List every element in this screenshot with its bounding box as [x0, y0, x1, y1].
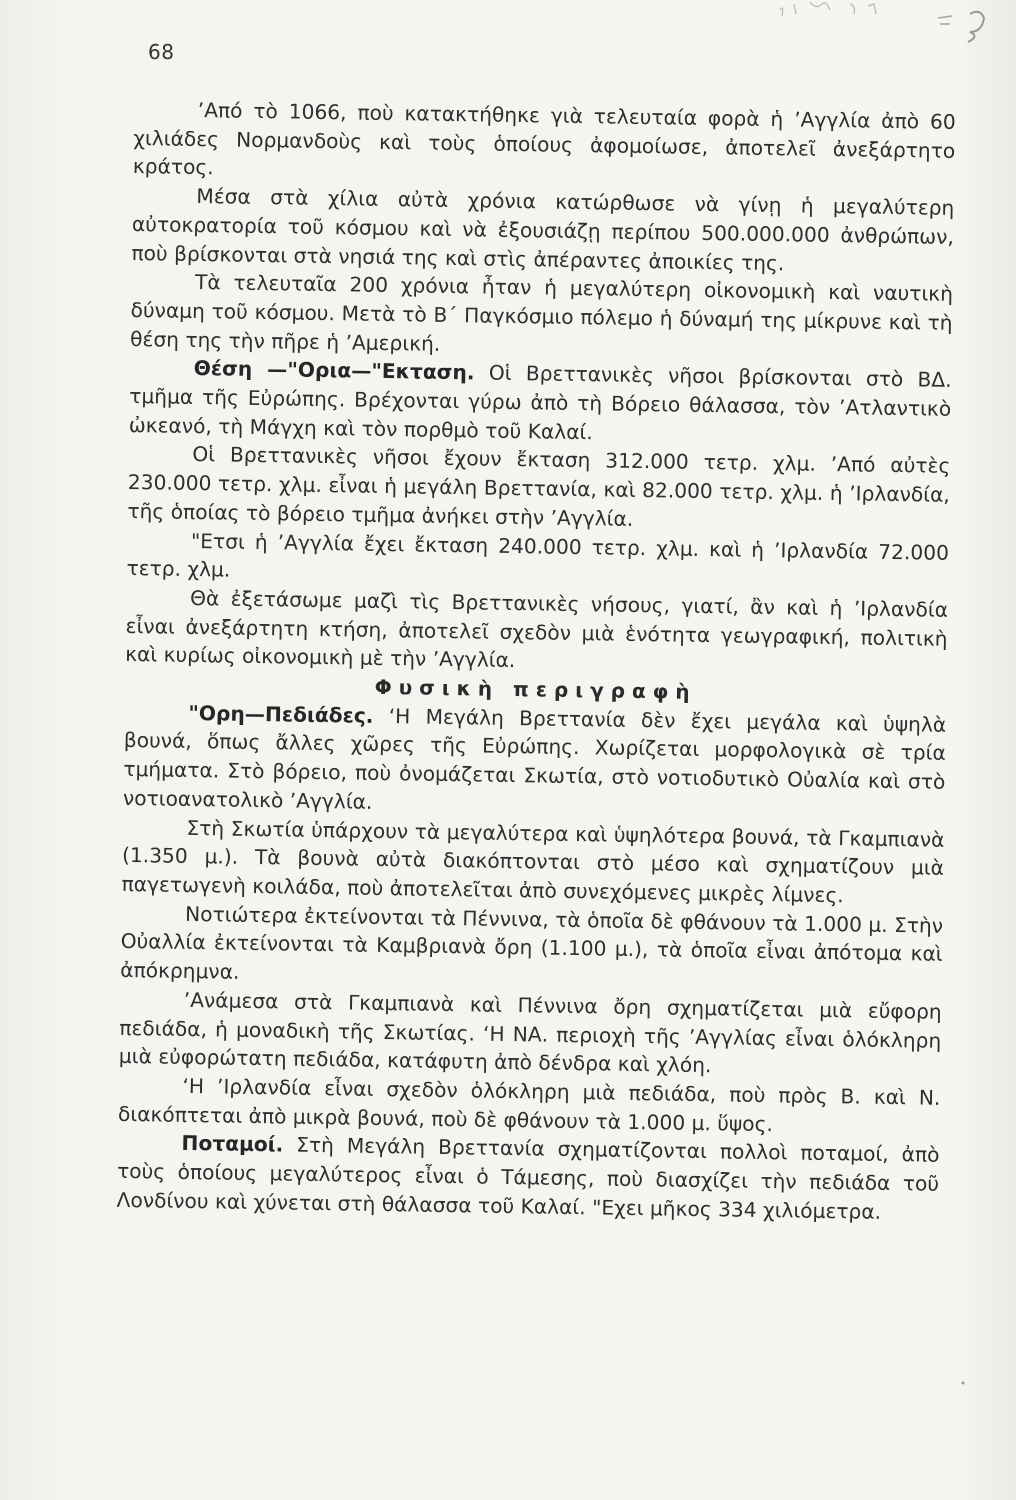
- section-title: Φυσικὴ περιγραφὴ: [374, 674, 697, 704]
- paragraph-area: Οἱ Βρεττανικὲς νῆσοι ἔχουν ἔκταση 312.000 τετρ. χλμ. ’Από αὐτὲς 230.000 τετρ. χλμ. εἶναι ἡ μεγάλη Βρεττανία, καὶ 82.000 τετρ. χλμ. ἡ ’Ιρλανδία, τῆς ὁποίας τὸ βόρειο τμῆμα ἀνήκει στὴν ’Αγγλία.: [127, 442, 951, 531]
- paragraph-plains: ’Ανάμεσα στὰ Γκαμπιανὰ καὶ Πέννινα ὄρη σχηματίζεται μιὰ εὔφορη πεδιάδα, ἡ μοναδικὴ τῆς Σκωτίας. ‘Η ΝΑ. περιοχὴ τῆς ’Αγγλίας εἶναι ὁλόκληρη μιὰ εὐφορώτατη πεδιάδα, κατάφυτη ἀπὸ δένδρα καὶ χλόη.: [118, 987, 942, 1078]
- paragraph-pennines: Νοτιώτερα ἐκτείνονται τὰ Πέννινα, τὰ ὁποῖα δὲ φθάνουν τὰ 1.000 μ. Στὴν Οὐαλλία ἐκτείνονται τὰ Καμβριανὰ ὄρη (1.100 μ.), τὰ ὁποῖα εἶναι ἀπότομα καὶ ἀπόκρημνα.: [120, 901, 944, 984]
- paragraph-position: [129, 353, 952, 452]
- paragraph-mountains: [123, 698, 947, 826]
- paragraph-unity: Θὰ ἐξετάσωμε μαζὶ τὶς Βρεττανικὲς νήσους, γιατί, ἂν καὶ ἡ ’Ιρλανδία εἶναι ἀνεξάρτητη κτήση, ἀποτελεῖ σχεδὸν μιὰ ἑνότητα γεωγραφική, πολιτικὴ καὶ κυρίως οἰκονομικὴ μὲ τὴν ’Αγγλία.: [125, 585, 949, 673]
- ink-dot: [960, 1380, 966, 1386]
- position-text: Οἱ Βρεττανικὲς νῆσοι βρίσκονται στὸ ΒΔ. τμῆμα τῆς Εὐρώπης. Βρέχονται γύρω ἀπὸ τὴ Βόρειο θάλασσα, τὸν ’Ατλαντικὸ ὠκεανό, τὴ Μάγχη καὶ τὸν πορθμὸ τοῦ Καλαί.: [128, 360, 952, 444]
- paragraph-ireland: ‘Η ’Ιρλανδία εἶναι σχεδὸν ὁλόκληρη μιὰ πεδιάδα, ποὺ πρὸς Β. καὶ Ν. διακόπτεται ἀπὸ μικρὰ βουνά, ποὺ δὲ φθάνουν τὰ 1.000 μ. ὕψος.: [117, 1073, 941, 1136]
- paragraph-scotland: Στὴ Σκωτία ὑπάρχουν τὰ μεγαλύτερα καὶ ὑψηλότερα βουνά, τὰ Γκαμπιανὰ (1.350 μ.). Τὰ βουνὰ αὐτὰ διακόπτονται στὸ μέσο καὶ σχηματίζουν μιὰ παγετωγενὴ κοιλάδα, ποὺ ἀποτελεῖται ἀπὸ συνεχόμενες μικρὲς λίμνες.: [121, 815, 945, 908]
- rivers-text: Στὴ Μεγάλη Βρεττανία σχηματίζονται πολλοὶ ποταμοί, ἀπὸ τοὺς ὁποίους μεγαλύτερος εἶναι ὁ Τάμεσης, ποὺ διασχίζει τὴν πεδιάδα τοῦ Λονδίνου καὶ χύνεται στὴ θάλασσα τοῦ Καλαί. "Εχει μῆκος 334 χιλιόμετρα.: [116, 1132, 940, 1224]
- mountains-heading: "Ορη—Πεδιάδες.: [188, 700, 374, 728]
- paragraph-empire: Μέσα στὰ χίλια αὐτὰ χρόνια κατώρθωσε νὰ γίνῃ ἡ μεγαλύτερη αὐτοκρατορία τοῦ κόσμου καὶ νὰ ἐξουσιάζῃ περίπου 500.000.000 ἀνθρώπων, ποὺ βρίσκονται στὰ νησιά της καὶ στὶς ἀπέραντες ἀποικίες της.: [131, 184, 955, 275]
- handwritten-annotation: [770, 0, 1010, 50]
- position-heading: Θέση —"Ορια—"Εκταση.: [193, 356, 475, 385]
- page-number: 68: [148, 40, 175, 64]
- rivers-heading: Ποταμοί.: [181, 1131, 284, 1157]
- mountains-text: ‘Η Μεγάλη Βρεττανία δὲν ἔχει μεγάλα καὶ ὑψηλὰ βουνά, ὅπως ἄλλες χῶρες τῆς Εὐρώπης. Χωρίζεται μορφολογικὰ σὲ τρία τμήματα. Στὸ βόρειο, ποὺ ὀνομάζεται Σκωτία, στὸ νοτιοδυτικὸ Οὐαλία καὶ στὸ νοτιοανατολικὸ ’Αγγλία.: [122, 703, 947, 814]
- paragraph-naval-power: Τὰ τελευταῖα 200 χρόνια ἦταν ἡ μεγαλύτερη οἰκονομικὴ καὶ ναυτικὴ δύναμη τοῦ κόσμου. Μετὰ τὸ Β΄ Παγκόσμιο πόλεμο ἡ δύναμή της μίκρυνε καὶ τὴ θέση της τὴν πῆρε ἡ ’Αμερική.: [129, 270, 954, 356]
- paragraph-england-area: "Ετσι ἡ ’Αγγλία ἔχει ἔκταση 240.000 τετρ. χλμ. καὶ ἡ ’Ιρλανδία 72.000 τετρ. χλμ.: [126, 528, 950, 582]
- paragraph-history: ’Από τὸ 1066, ποὺ κατακτήθηκε γιὰ τελευταία φορὰ ἡ ’Αγγλία ἀπὸ 60 χιλιάδες Νορμανδοὺς καὶ τοὺς ὁποίους ἀφομοίωσε, ἀποτελεῖ ἀνεξάρτητο κράτος.: [132, 98, 956, 180]
- paragraph-rivers: [116, 1128, 939, 1227]
- body-text: [116, 95, 955, 1227]
